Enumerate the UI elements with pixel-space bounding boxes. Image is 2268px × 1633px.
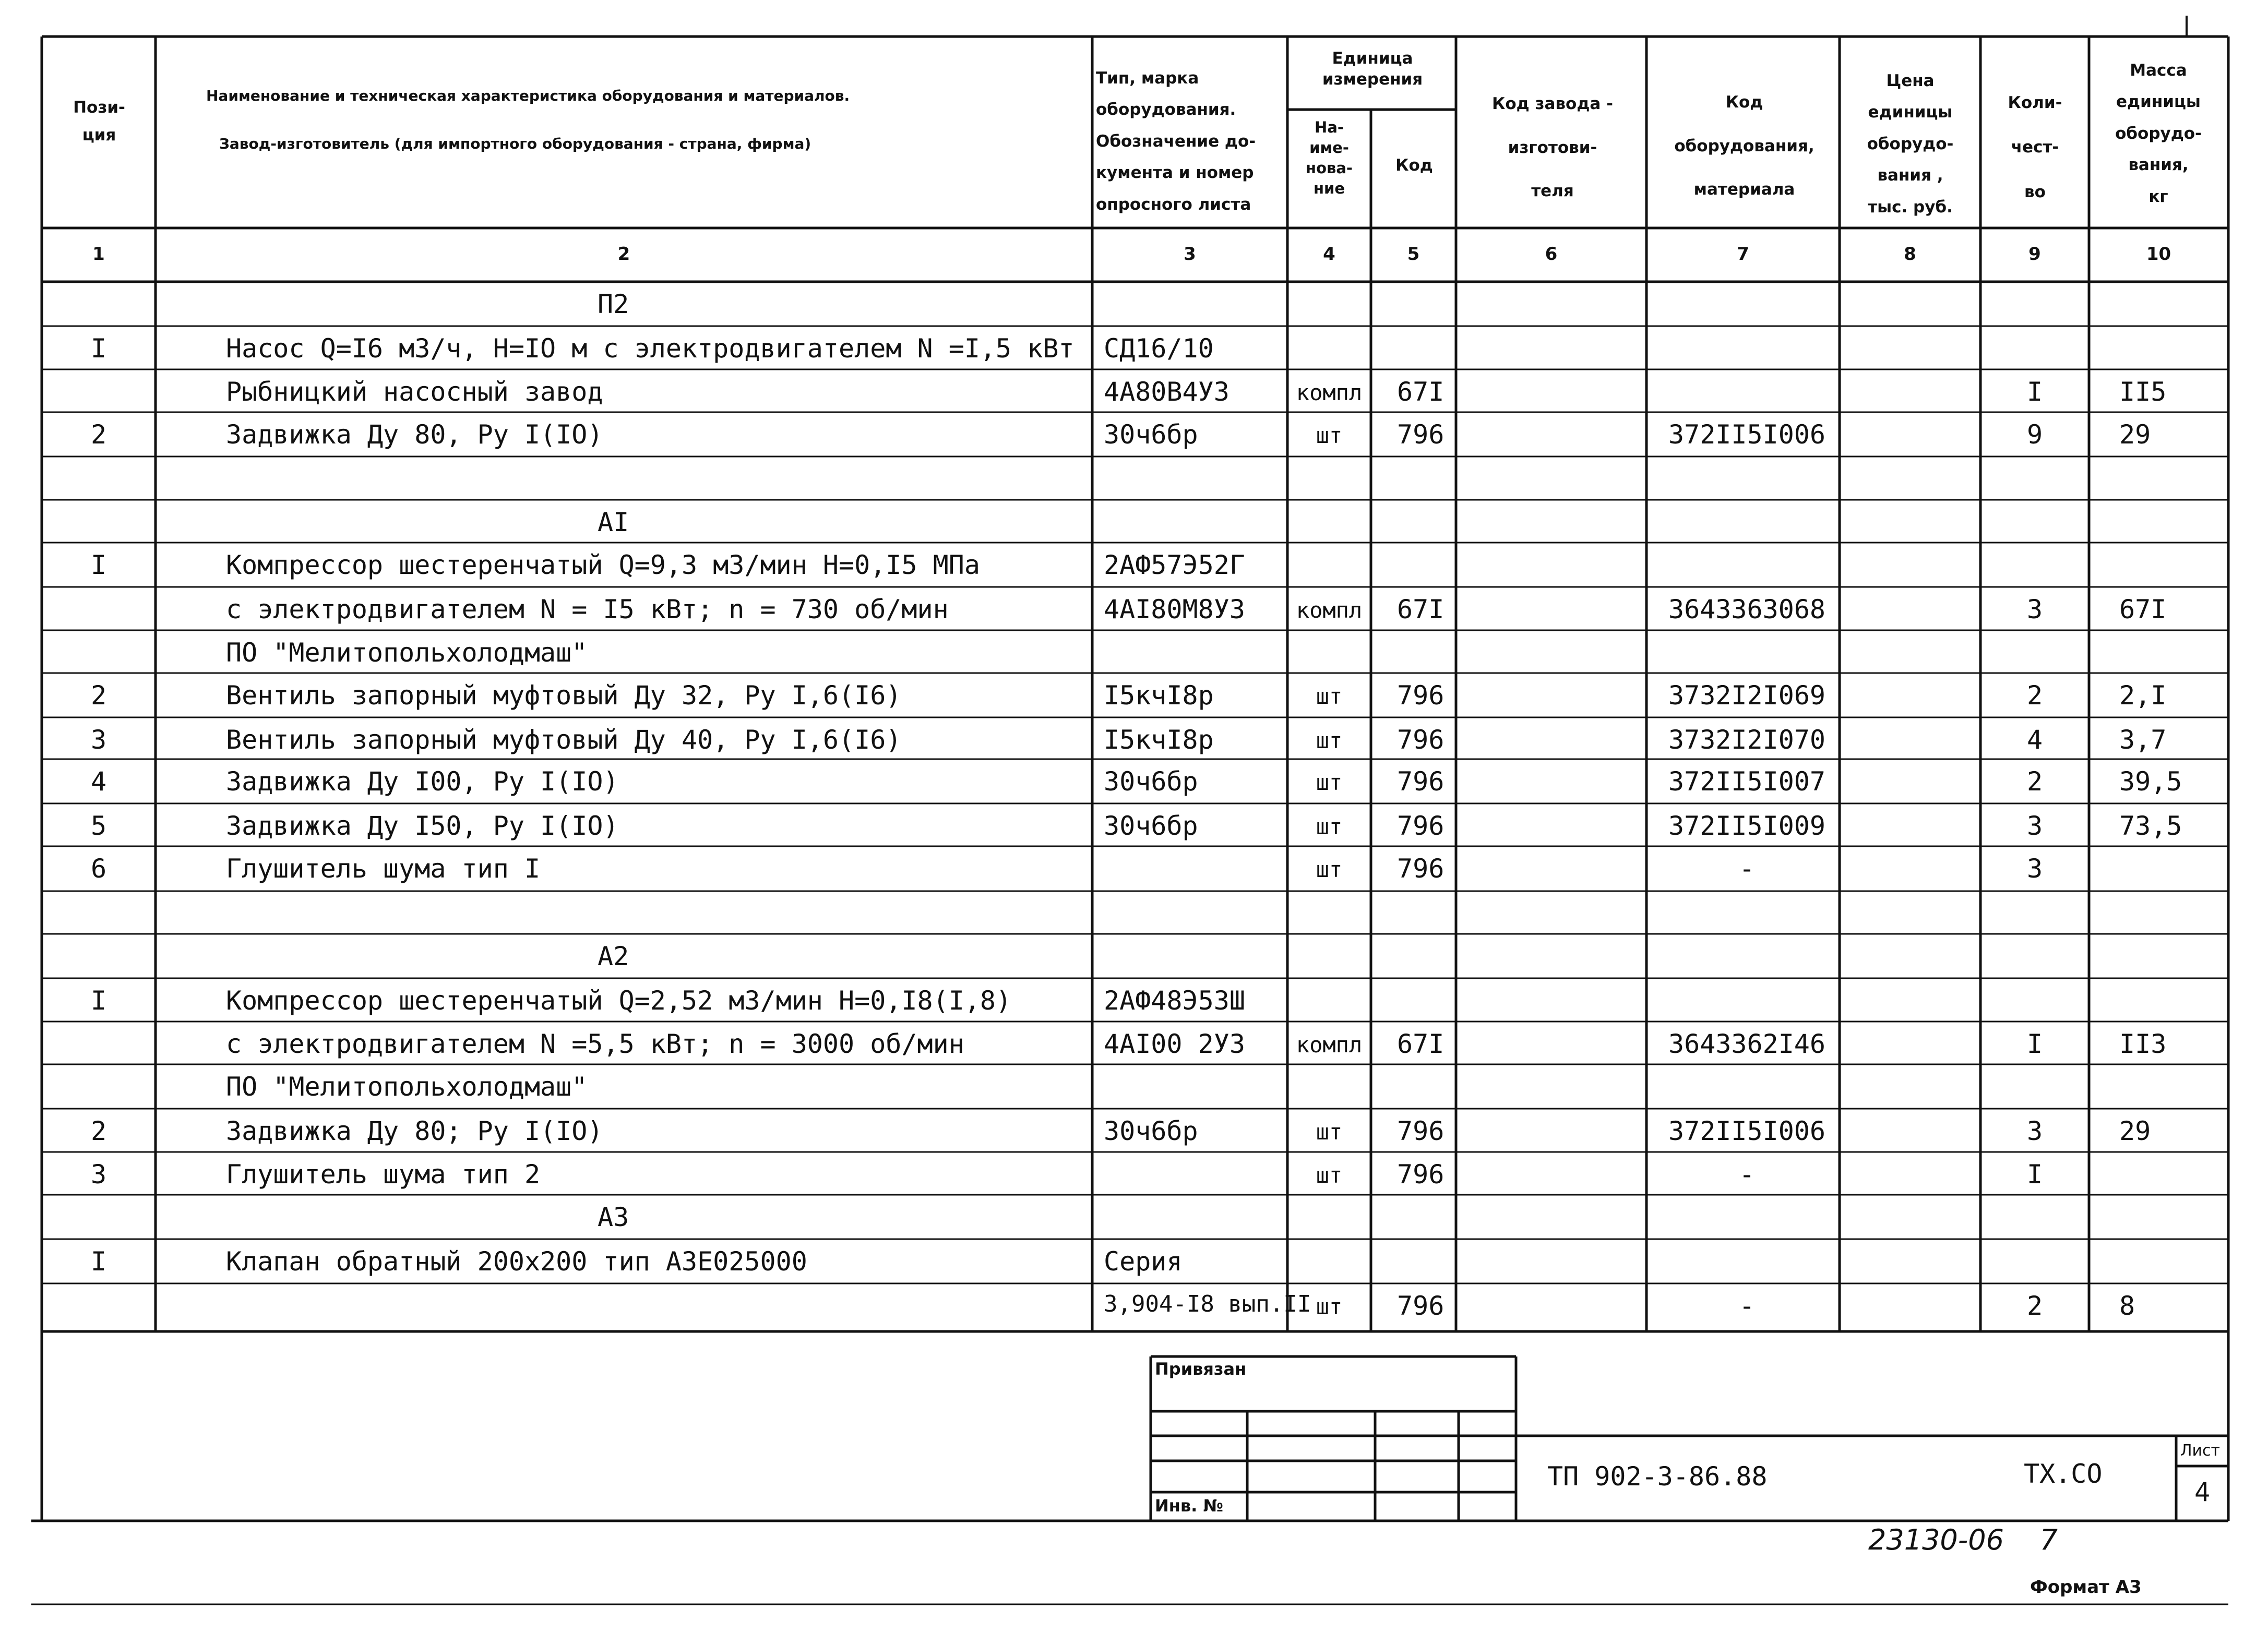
cell-equipment-code: -: [1739, 854, 1755, 884]
cell-unit-code: 796: [1397, 1291, 1445, 1321]
cell-equipment-code: 3643363068: [1668, 594, 1826, 625]
col-header-unit: Единица измерения: [1322, 49, 1423, 89]
cell-unit: компл: [1296, 597, 1363, 623]
stamp-inv-number: Инв. №: [1155, 1496, 1223, 1516]
cell-position: 2: [90, 680, 107, 711]
section-title: П2: [598, 289, 629, 319]
cell-mass: 3,7: [2119, 725, 2167, 755]
cell-name: Компрессор шестеренчатый Q=2,52 м3/мин Н=0,I8(I,8): [226, 986, 1012, 1016]
cell-name: ПО "Мелитопольхолодмаш": [226, 1072, 588, 1102]
col-header-equipment-code: Код оборудования, материала: [1674, 93, 1815, 199]
cell-unit-code: 67I: [1397, 594, 1445, 625]
cell-type: 4АI00 2У3: [1104, 1029, 1245, 1059]
cell-unit-code: 796: [1397, 854, 1445, 884]
cell-name: Рыбницкий насосный завод: [226, 377, 603, 407]
column-number: 7: [1737, 244, 1749, 265]
cell-type: 3,904-I8 вып.II: [1104, 1291, 1311, 1317]
cell-mass: 73,5: [2119, 811, 2182, 841]
cell-unit: шт: [1316, 423, 1343, 448]
document-number: ТП 902-3-86.88: [1547, 1461, 1768, 1492]
cell-unit: шт: [1316, 1119, 1343, 1145]
cell-unit: шт: [1316, 814, 1343, 839]
cell-name: Задвижка Ду I00, Ру I(IO): [226, 766, 619, 797]
handwritten-number: 23130-06 7: [1868, 1523, 2058, 1556]
cell-name: Вентиль запорный муфтовый Ду 40, Ру I,6(I6): [226, 725, 902, 755]
cell-unit-code: 67I: [1397, 1029, 1445, 1059]
cell-type: 4АI80М8У3: [1104, 594, 1245, 625]
column-number: 9: [2028, 244, 2041, 265]
cell-unit-code: 796: [1397, 725, 1445, 755]
col-header-unit-name: На- име- нова- ние: [1306, 118, 1353, 198]
cell-quantity: 2: [2026, 1291, 2043, 1321]
cell-mass: 29: [2119, 419, 2151, 450]
stamp-privyazan: Привязан: [1155, 1359, 1247, 1379]
column-number: 6: [1545, 244, 1558, 265]
cell-equipment-code: 3732I2I070: [1668, 725, 1826, 755]
cell-quantity: I: [2026, 1159, 2043, 1190]
column-number: 1: [92, 244, 105, 265]
cell-equipment-code: 372II5I007: [1668, 766, 1826, 797]
cell-type: 30ч6бр: [1104, 1116, 1198, 1146]
cell-mass: 39,5: [2119, 766, 2182, 797]
cell-type: СД16/10: [1104, 333, 1214, 364]
cell-name: Задвижка Ду 80, Ру I(IO): [226, 419, 603, 450]
cell-equipment-code: 372II5I006: [1668, 419, 1826, 450]
cell-name: Глушитель шума тип I: [226, 854, 541, 884]
cell-quantity: 2: [2026, 680, 2043, 711]
cell-equipment-code: -: [1739, 1291, 1755, 1321]
cell-type: 2АФ48Э53Ш: [1104, 986, 1245, 1016]
cell-mass: II3: [2119, 1029, 2167, 1059]
cell-position: 2: [90, 1116, 107, 1146]
cell-position: 4: [90, 766, 107, 797]
cell-unit: шт: [1316, 1162, 1343, 1188]
cell-unit: шт: [1316, 683, 1343, 709]
cell-unit-code: 796: [1397, 680, 1445, 711]
cell-unit-code: 796: [1397, 766, 1445, 797]
cell-position: I: [90, 550, 107, 580]
cell-name: Задвижка Ду 80; Ру I(IO): [226, 1116, 603, 1146]
cell-quantity: 3: [2026, 811, 2043, 841]
column-number: 5: [1407, 244, 1420, 265]
cell-unit: компл: [1296, 380, 1363, 405]
cell-name: Вентиль запорный муфтовый Ду 32, Ру I,6(I6): [226, 680, 902, 711]
cell-position: 6: [90, 854, 107, 884]
column-number: 10: [2146, 244, 2171, 265]
cell-quantity: 3: [2026, 594, 2043, 625]
cell-unit: шт: [1316, 857, 1343, 882]
cell-position: 5: [90, 811, 107, 841]
cell-mass: II5: [2119, 377, 2167, 407]
cell-mass: 8: [2119, 1291, 2135, 1321]
col-header-price: Цена единицы оборудо- вания , тыс. руб.: [1867, 71, 1954, 217]
cell-equipment-code: 372II5I009: [1668, 811, 1826, 841]
section-title: А2: [598, 941, 629, 971]
col-header-position: Пози- ция: [73, 98, 125, 145]
cell-type: 30ч6бр: [1104, 766, 1198, 797]
col-header-name-line2: Завод-изготовитель (для импортного оборудования - страна, фирма): [219, 135, 811, 152]
sheet-number: 4: [2194, 1477, 2211, 1507]
cell-equipment-code: 3643362I46: [1668, 1029, 1826, 1059]
col-header-unit-code: Код: [1395, 156, 1433, 175]
cell-quantity: 2: [2026, 766, 2043, 797]
cell-name: Насос Q=I6 м3/ч, Н=IO м с электродвигателем N =I,5 кВт: [226, 333, 1075, 364]
cell-position: 2: [90, 419, 107, 450]
cell-type: 30ч6бр: [1104, 419, 1198, 450]
cell-type: I5кчI8р: [1104, 680, 1214, 711]
sheet-label: Лист: [2180, 1442, 2221, 1460]
column-number: 3: [1184, 244, 1196, 265]
cell-type: 2АФ57Э52Г: [1104, 550, 1245, 580]
cell-type: 4А80В4У3: [1104, 377, 1230, 407]
cell-type: 30ч6бр: [1104, 811, 1198, 841]
cell-mass: 2,I: [2119, 680, 2167, 711]
cell-equipment-code: 3732I2I069: [1668, 680, 1826, 711]
cell-unit: шт: [1316, 1294, 1343, 1319]
format-label: Формат А3: [2030, 1577, 2142, 1598]
col-header-quantity: Коли- чест- во: [2008, 93, 2062, 201]
cell-name: Глушитель шума тип 2: [226, 1159, 541, 1190]
cell-name: с электродвигателем N =5,5 кВт; n = 3000 об/мин: [226, 1029, 964, 1059]
section-title: А3: [598, 1202, 629, 1232]
cell-quantity: I: [2026, 1029, 2043, 1059]
cell-unit-code: 796: [1397, 811, 1445, 841]
cell-type: I5кчI8р: [1104, 725, 1214, 755]
cell-unit-code: 796: [1397, 1116, 1445, 1146]
cell-name: Клапан обратный 200х200 тип А3Е025000: [226, 1246, 807, 1277]
section-title: AI: [598, 507, 629, 537]
cell-mass: 29: [2119, 1116, 2151, 1146]
cell-mass: 67I: [2119, 594, 2167, 625]
cell-quantity: 3: [2026, 854, 2043, 884]
column-number: 2: [617, 244, 630, 265]
cell-name: Задвижка Ду I50, Ру I(IO): [226, 811, 619, 841]
cell-unit: компл: [1296, 1032, 1363, 1058]
cell-position: I: [90, 1246, 107, 1277]
cell-name: с электродвигателем N = I5 кВт; n = 730 об/мин: [226, 594, 949, 625]
col-header-type: Тип, марка оборудования. Обозначение до- кумента и номер опросного листа: [1096, 69, 1256, 214]
cell-position: 3: [90, 1159, 107, 1190]
sheet-code: ТХ.СО: [2024, 1459, 2103, 1489]
cell-name: Компрессор шестеренчатый Q=9,3 м3/мин Н=0,I5 МПа: [226, 550, 980, 580]
cell-unit-code: 796: [1397, 1159, 1445, 1190]
cell-position: I: [90, 333, 107, 364]
cell-equipment-code: 372II5I006: [1668, 1116, 1826, 1146]
cell-unit-code: 796: [1397, 419, 1445, 450]
cell-quantity: I: [2026, 377, 2043, 407]
cell-position: 3: [90, 725, 107, 755]
cell-name: ПО "Мелитопольхолодмаш": [226, 638, 588, 668]
cell-quantity: 4: [2026, 725, 2043, 755]
cell-quantity: 3: [2026, 1116, 2043, 1146]
column-number: 4: [1323, 244, 1335, 265]
cell-unit: шт: [1316, 770, 1343, 795]
cell-unit: шт: [1316, 728, 1343, 753]
cell-position: I: [90, 986, 107, 1016]
cell-unit-code: 67I: [1397, 377, 1445, 407]
column-number: 8: [1904, 244, 1916, 265]
col-header-factory-code: Код завода - изготови- теля: [1492, 94, 1613, 201]
col-header-name-line1: Наименование и техническая характеристика оборудования и материалов.: [206, 87, 850, 104]
col-header-mass: Масса единицы оборудо- вания, кг: [2115, 61, 2202, 206]
cell-type: Серия: [1104, 1246, 1183, 1277]
cell-equipment-code: -: [1739, 1159, 1755, 1190]
cell-quantity: 9: [2026, 419, 2043, 450]
